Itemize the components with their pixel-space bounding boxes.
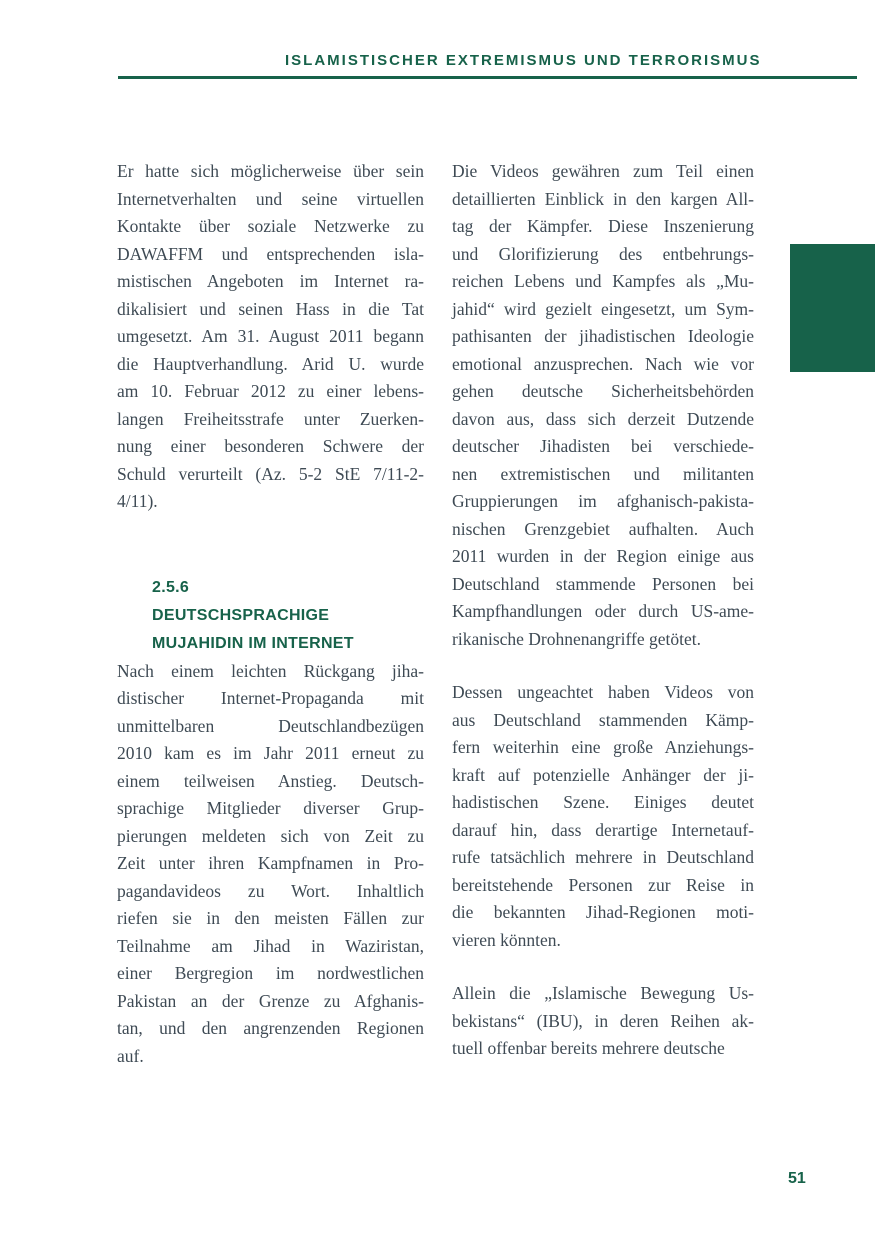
text-line: darauf hin, dass derartige Internetauf-	[452, 819, 754, 840]
text-line: bereitstehende Personen zur Reise in	[452, 874, 754, 895]
text-line: am 10. Februar 2012 zu einer lebens-	[117, 381, 424, 401]
text-line: 2.5.6	[152, 578, 190, 596]
text-line: jahid“ wird gezielt eingesetzt, um Sym-	[452, 298, 754, 319]
text-line: aus Deutschland stammenden Kämp-	[452, 709, 754, 730]
text-line: Kampfhandlungen oder durch US-ame-	[452, 601, 754, 621]
paragraph-ibu	[452, 980, 754, 1063]
right-column	[452, 158, 754, 1063]
text-line: emotional anzusprechen. Nach wie vor	[452, 353, 754, 374]
text-line: einer Bergregion im nordwestlichen	[117, 963, 424, 983]
text-line: Die Videos gewähren zum Teil einen	[452, 161, 754, 181]
text-line: riefen sie in den meisten Fällen zur	[117, 908, 424, 928]
text-line: Er hatte sich möglicherweise über sein	[117, 161, 424, 181]
text-line: pagandavideos zu Wort. Inhaltlich	[117, 880, 424, 901]
text-line: umgesetzt. Am 31. August 2011 begann	[117, 326, 424, 346]
text-line: auf.	[117, 1045, 144, 1066]
text-line: Teilnahme am Jihad in Waziristan,	[117, 935, 424, 956]
text-line: 2010 kam es im Jahr 2011 erneut zu	[117, 743, 424, 763]
text-line: vieren könnten.	[452, 929, 561, 950]
paragraph-videos-einblick	[452, 158, 754, 653]
text-line: die Hauptverhandlung. Arid U. wurde	[117, 353, 424, 374]
text-line: Gruppierungen im afghanisch-pakista-	[452, 491, 754, 511]
text-line: Zeit unter ihren Kampfnamen in Pro-	[117, 853, 424, 873]
chapter-side-tab	[790, 244, 875, 372]
text-line: rufe tatsächlich mehrere in Deutschland	[452, 847, 754, 867]
text-line: nung einer besonderen Schwere der	[117, 436, 424, 456]
text-line: deutscher Jihadisten bei verschiede-	[452, 436, 754, 456]
text-line: pathisanten der jihadistischen Ideologie	[452, 326, 754, 346]
text-line: dikalisiert und seinen Hass in die Tat	[117, 298, 424, 319]
text-line: gehen deutsche Sicherheitsbehörden	[452, 381, 754, 401]
page-header-title: ISLAMISTISCHER EXTREMISMUS UND TERRORISMUS	[285, 52, 762, 69]
text-line: Kontakte über soziale Netzwerke zu	[117, 216, 424, 236]
text-line: unmittelbaren Deutschlandbezügen	[117, 715, 424, 736]
text-line: Schuld verurteilt (Az. 5-2 StE 7/11-2-	[117, 463, 424, 484]
text-line: DEUTSCHSPRACHIGE	[152, 606, 330, 624]
header-rule	[118, 76, 857, 79]
text-line: die bekannten Jihad-Regionen moti-	[452, 902, 754, 922]
text-line: und Glorifizierung des entbehrungs-	[452, 243, 754, 264]
paragraph-anziehungskraft	[452, 679, 754, 954]
text-line: tan, und den angrenzenden Regionen	[117, 1018, 424, 1038]
text-line: detaillierten Einblick in den kargen All-	[452, 188, 754, 209]
text-line: Internetverhalten und seine virtuellen	[117, 188, 424, 209]
text-line: tuell offenbar bereits mehrere deutsche	[452, 1038, 725, 1058]
text-line: kraft auf potenzielle Anhänger der ji-	[452, 764, 754, 785]
text-line: pierungen meldeten sich von Zeit zu	[117, 825, 424, 846]
text-line: reichen Lebens und Kampfes als „Mu-	[452, 271, 754, 291]
page-number: 51	[788, 1170, 806, 1187]
text-line: Deutschland stammende Personen bei	[452, 573, 754, 594]
text-line: Nach einem leichten Rückgang jiha-	[117, 660, 424, 681]
text-line: sprachige Mitglieder diverser Grup-	[117, 798, 424, 818]
text-line: nen extremistischen und militanten	[452, 463, 754, 484]
text-line: distischer Internet-Propaganda mit	[117, 688, 424, 708]
section-heading-2-5-6	[117, 574, 424, 658]
text-line: nischen Grenzgebiet aufhalten. Auch	[452, 518, 754, 539]
text-line: 4/11).	[117, 491, 158, 511]
text-line: bekistans“ (IBU), in deren Reihen ak-	[452, 1010, 754, 1031]
left-column	[117, 158, 424, 1070]
text-line: mistischen Angeboten im Internet ra-	[117, 271, 424, 291]
text-line: MUJAHIDIN IM INTERNET	[152, 634, 354, 652]
text-line: langen Freiheitsstrafe unter Zuerken-	[117, 408, 424, 429]
text-line: tag der Kämpfer. Diese Inszenierung	[452, 216, 754, 236]
text-line: fern weiterhin eine große Anziehungs-	[452, 737, 754, 757]
text-line: 2011 wurden in der Region einige aus	[452, 546, 754, 566]
text-line: davon aus, dass sich derzeit Dutzende	[452, 408, 754, 429]
paragraph-propaganda-anstieg	[117, 658, 424, 1071]
text-line: rikanische Drohnenangriffe getötet.	[452, 628, 701, 649]
text-line: Dessen ungeachtet haben Videos von	[452, 682, 754, 702]
text-line: Pakistan an der Grenze zu Afghanis-	[117, 990, 424, 1011]
text-line: DAWAFFM und entsprechenden isla-	[117, 243, 424, 264]
text-line: einem teilweisen Anstieg. Deutsch-	[117, 770, 424, 791]
paragraph-arid-u-verdict	[117, 158, 424, 516]
text-line: Allein die „Islamische Bewegung Us-	[452, 983, 754, 1003]
text-line: hadistischen Szene. Einiges deutet	[452, 792, 754, 812]
